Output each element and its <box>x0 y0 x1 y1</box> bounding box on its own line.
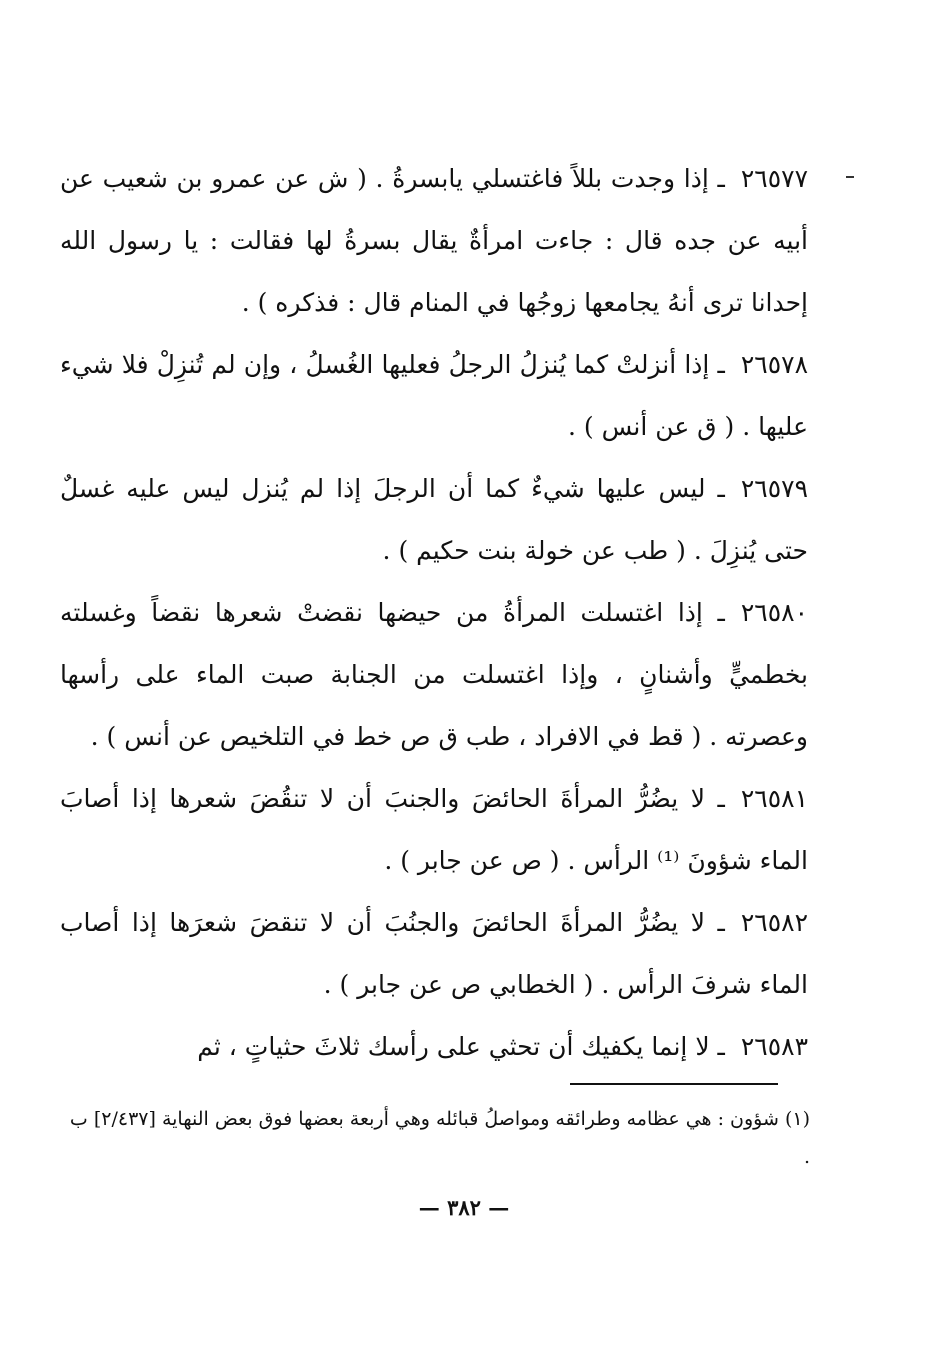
entry-text: لا إنما يكفيك أن تحثي على رأسك ثلاثَ حثياتٍ ، ثم <box>197 1032 710 1061</box>
entry-dash: ـ <box>717 908 725 937</box>
entry-number: ٢٦٥٨٢ <box>740 908 808 937</box>
entry-dash: ـ <box>717 474 725 503</box>
hadith-entry <box>60 334 808 458</box>
entry-text: لا يضُرُّ المرأةَ الحائضَ والجنُبَ أن لا تنقضَ شعرَها إذا أصاب الماء شرفَ الرأس . ( الخطابي ص عن جابر ) . <box>60 908 808 999</box>
entry-text: إذا اغتسلت المرأةُ من حيضها نقضتْ شعرها نقضاً وغسلته بخطميٍّ وأشنانٍ ، وإذا اغتسلت من الجنابة صبت الماء على رأسها وعصرته . ( قط في الافراد ، طب ق ص خط في التلخيص عن أنس ) . <box>60 598 808 751</box>
entry-text: لا يضُرُّ المرأةَ الحائضَ والجنبَ أن لا تنقُضَ شعرها إذا أصابَ الماء شؤونَ ⁽¹⁾ الرأس . ( ص عن جابر ) . <box>60 784 808 875</box>
entry-text: ليس عليها شيءٌ كما أن الرجلَ إذا لم يُنزل ليس عليه غسلٌ حتى يُنزِلَ . ( طب عن خولة بنت حكيم ) . <box>60 474 808 565</box>
entry-number: ٢٦٥٧٨ <box>740 350 809 379</box>
entry-number: ٢٦٥٨٠ <box>740 598 808 627</box>
hadith-entry <box>60 768 808 892</box>
footnote-divider <box>570 1083 778 1085</box>
entry-dash: ـ <box>717 350 725 379</box>
hadith-entry <box>60 458 808 582</box>
hadith-text-block <box>60 148 808 1078</box>
entry-number: ٢٦٥٧٧ <box>740 164 808 193</box>
entry-number: ٢٦٥٨١ <box>740 784 808 813</box>
hadith-entry <box>60 148 808 334</box>
entry-dash: ـ <box>717 1032 725 1061</box>
footnote: (١) شؤون : هي عظامه وطرائقه ومواصلُ قبائله وهي أربعة بعضها فوق بعض النهاية [٢/٤٣٧] ب . <box>69 1108 810 1168</box>
entry-dash: ـ <box>717 164 725 193</box>
page-number-container <box>0 1195 928 1220</box>
entry-dash: ـ <box>717 784 725 813</box>
entry-number: ٢٦٥٨٣ <box>740 1032 808 1061</box>
page-number: — ٣٨٢ — <box>418 1195 510 1220</box>
entry-number: ٢٦٥٧٩ <box>740 474 808 503</box>
entry-text: إذا أنزلتْ كما يُنزلُ الرجلُ فعليها الغُسلُ ، وإن لم تُنزِلْ فلا شيء عليها . ( ق عن أنس ) . <box>60 350 808 441</box>
entry-text: إذا وجدت بللاً فاغتسلي يابسرةُ . ( ش عن عمرو بن شعيب عن أبيه عن جده قال : جاءت امرأةٌ يقال بسرةُ لها فقالت : يا رسول الله إحدانا ترى أنهُ يجامعها زوجُها في المنام قال : فذكره ) . <box>60 164 808 317</box>
hadith-entry <box>60 892 808 1016</box>
entry-dash: ـ <box>717 598 725 627</box>
hadith-entry <box>60 1016 808 1078</box>
margin-mark <box>846 176 854 178</box>
hadith-entry <box>60 582 808 768</box>
